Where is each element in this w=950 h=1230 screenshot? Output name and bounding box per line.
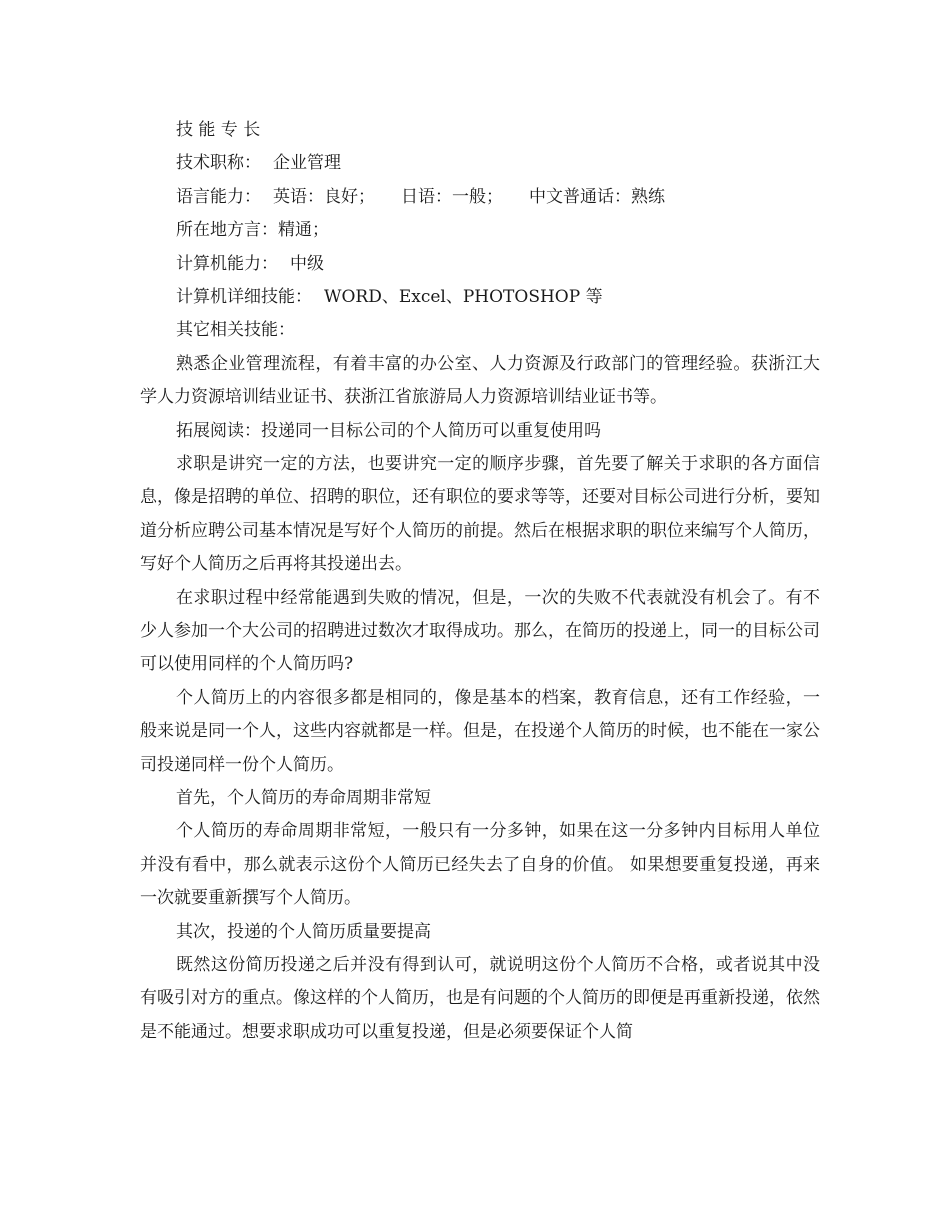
article-paragraph-4: 个人简历的寿命周期非常短，一般只有一分多钟，如果在这一分多钟内目标用人单位并没有看中，那么就表示这份个人简历已经失去了自身的价值。 如果想要重复投递，再来一次就要重新撰写个人简历。 xyxy=(140,821,820,909)
article-paragraph-5: 既然这份简历投递之后并没有得到认可，就说明这份个人简历不合格，或者说其中没有吸引对方的重点。像这样的个人简历，也是有问题的个人简历的即便是再重新投递，依然是不能通过。想要求职成功可以重复投递，但是必须要保证个人简 xyxy=(140,955,820,1042)
japanese-level: 日语：一般； xyxy=(401,186,503,207)
other-skills-line xyxy=(140,314,820,347)
skills-heading-text: 技 能 专 长 xyxy=(176,120,261,140)
article-subheading-1 xyxy=(140,782,820,815)
article-paragraph-2: 在求职过程中经常能遇到失败的情况，但是，一次的失败不代表就没有机会了。有不少人参加一个大公司的招聘进过数次才取得成功。那么，在简历的投递上，同一的目标公司可以使用同样的个人简历吗? xyxy=(140,587,820,675)
dialect-text: 所在地方言：精通； xyxy=(176,220,329,241)
technical-title-value: 企业管理 xyxy=(273,153,341,174)
computer-detail-value: WORD、Excel、PHOTOSHOP 等 xyxy=(324,286,603,307)
skills-heading xyxy=(140,114,820,147)
computer-detail-label: 计算机详细技能： xyxy=(176,286,312,307)
document-content xyxy=(140,114,820,1049)
article-heading-text: 拓展阅读：投递同一目标公司的个人简历可以重复使用吗 xyxy=(176,420,601,441)
article-subheading-2-text: 其次，投递的个人简历质量要提高 xyxy=(176,921,431,942)
article-paragraph-3: 个人简历上的内容很多都是相同的，像是基本的档案，教育信息，还有工作经验，一般来说是同一个人，这些内容就都是一样。但是，在投递个人简历的时候，也不能在一家公司投递同样一份个人简历。 xyxy=(140,687,820,775)
computer-ability-line xyxy=(140,248,820,281)
technical-title-label: 技术职称： xyxy=(176,153,261,174)
dialect-line xyxy=(140,214,820,247)
language-line xyxy=(140,181,820,214)
computer-detail-line xyxy=(140,281,820,314)
other-skills-paragraph: 熟悉企业管理流程，有着丰富的办公室、人力资源及行政部门的管理经验。获浙江大学人力资源培训结业证书、获浙江省旅游局人力资源培训结业证书等。 xyxy=(140,353,820,408)
mandarin-level: 中文普通话：熟练 xyxy=(529,186,665,207)
article-heading xyxy=(140,415,820,448)
computer-ability-value: 中级 xyxy=(290,253,324,274)
language-label: 语言能力： xyxy=(176,186,261,207)
computer-ability-label: 计算机能力： xyxy=(176,253,278,274)
english-level: 英语：良好； xyxy=(273,186,375,207)
technical-title-line xyxy=(140,147,820,180)
other-skills-label: 其它相关技能： xyxy=(176,320,295,341)
article-subheading-1-text: 首先，个人简历的寿命周期非常短 xyxy=(176,788,431,808)
article-subheading-2 xyxy=(140,916,820,949)
article-paragraph-1: 求职是讲究一定的方法，也要讲究一定的顺序步骤，首先要了解关于求职的各方面信息，像是招聘的单位、招聘的职位，还有职位的要求等等，还要对目标公司进行分析，要知道分析应聘公司基本情况是写好个人简历的前提。然后在根据求职的职位来编写个人简历，写好个人简历之后再将其投递出去。 xyxy=(140,453,820,575)
